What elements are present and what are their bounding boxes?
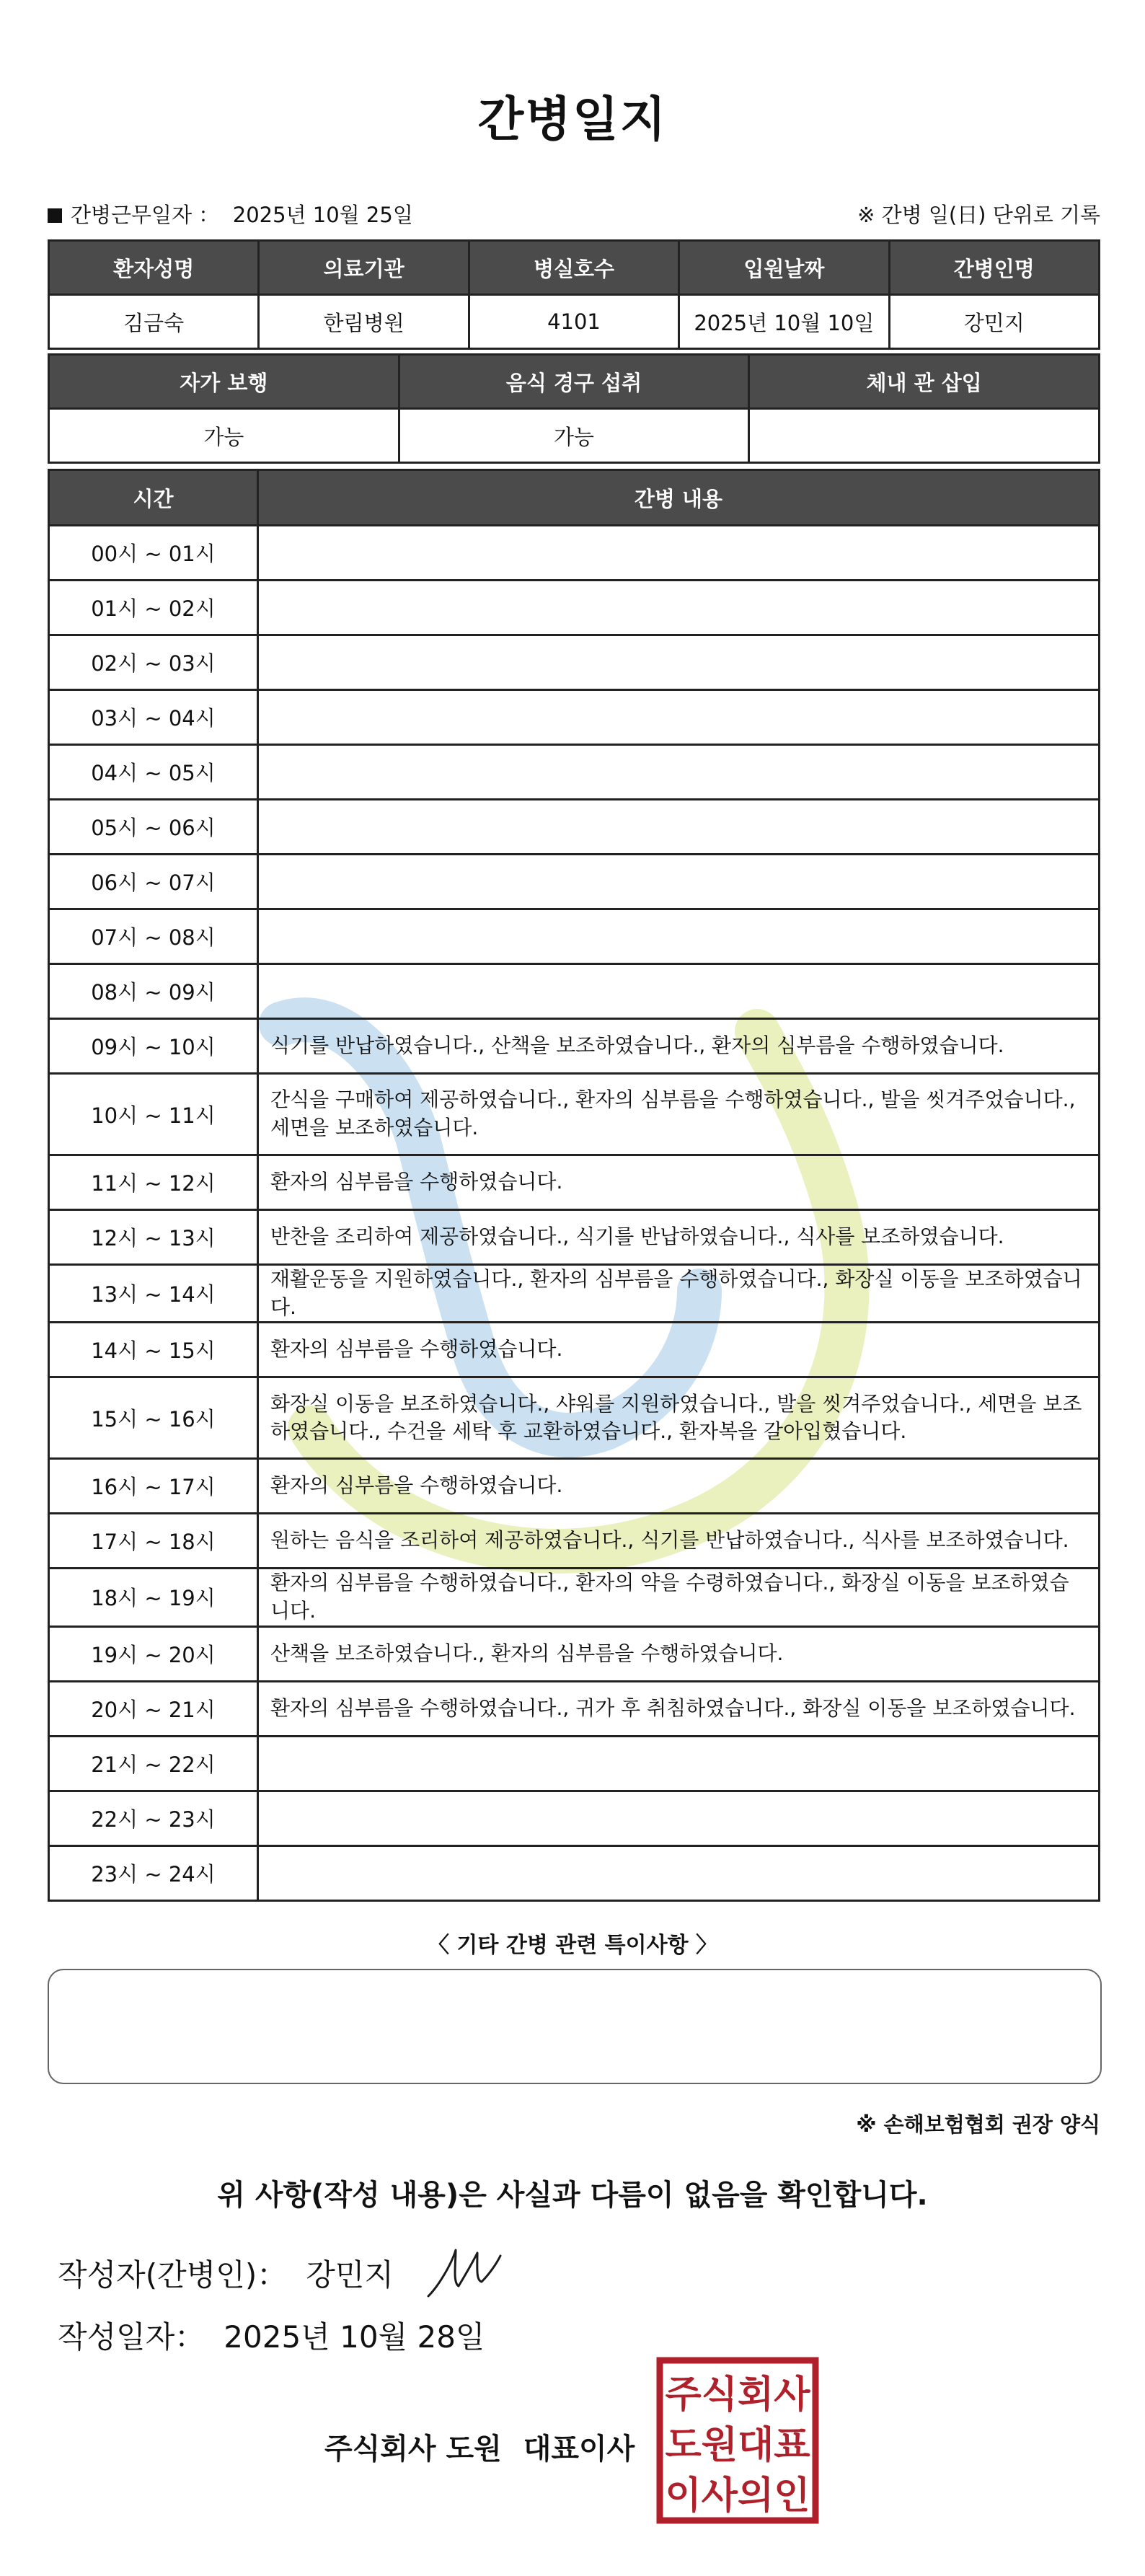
- care-content: 환자의 심부름을 수행하였습니다.: [258, 1155, 1100, 1210]
- table-row: [49, 1791, 1100, 1845]
- work-date-value: 2025년 10월 25일: [232, 203, 413, 227]
- table-row: [49, 745, 1100, 800]
- time-slot: 10시 ~ 11시: [49, 1074, 258, 1155]
- time-slot: 16시 ~ 17시: [49, 1459, 258, 1514]
- time-slot: 11시 ~ 12시: [49, 1155, 258, 1210]
- table-row: [49, 855, 1100, 909]
- header-caregiver: 간병인명: [889, 241, 1099, 295]
- time-slot: 15시 ~ 16시: [49, 1377, 258, 1459]
- patient-info-table: [48, 239, 1100, 350]
- header-patient-name: 환자성명: [49, 241, 259, 295]
- patient-info-value-row: [49, 295, 1100, 349]
- table-row: [49, 690, 1100, 745]
- record-note: ※ 간병 일(日) 단위로 기록: [857, 203, 1100, 227]
- care-content: [258, 800, 1100, 855]
- care-content: 원하는 음식을 조리하여 제공하였습니다., 식기를 반납하였습니다., 식사를 보조하였습니다.: [258, 1514, 1100, 1569]
- care-content: 화장실 이동을 보조하였습니다., 샤워를 지원하였습니다., 발을 씻겨주었습니다., 세면을 보조하였습니다., 수건을 세탁 후 교환하였습니다., 환자복을 갈아입혔습니다.: [258, 1377, 1100, 1459]
- admission-date: 2025년 10월 10일: [679, 295, 889, 349]
- caregiver-name: 강민지: [889, 295, 1099, 349]
- ability-header-row: [49, 355, 1100, 409]
- header-hospital: 의료기관: [259, 241, 469, 295]
- time-slot: 00시 ~ 01시: [49, 526, 258, 581]
- table-row: [49, 581, 1100, 635]
- work-date-label: 간병근무일자 ：: [71, 203, 220, 227]
- time-slot: 05시 ~ 06시: [49, 800, 258, 855]
- time-slot: 23시 ~ 24시: [49, 1845, 258, 1900]
- header-room: 병실호수: [469, 241, 678, 295]
- header-oral-intake: 음식 경구 섭취: [399, 355, 749, 409]
- care-content: 산책을 보조하였습니다., 환자의 심부름을 수행하였습니다.: [258, 1626, 1100, 1681]
- time-slot: 14시 ~ 15시: [49, 1323, 258, 1377]
- representative-title: 대표이사: [523, 2432, 635, 2466]
- oral-intake-value: 가능: [399, 409, 749, 463]
- care-log-header-row: [49, 470, 1100, 526]
- time-slot: 18시 ~ 19시: [49, 1569, 258, 1626]
- care-content: [258, 690, 1100, 745]
- care-content: [258, 745, 1100, 800]
- ability-value-row: [49, 409, 1100, 463]
- care-content: [258, 964, 1100, 1019]
- write-date-value: 2025년 10월 28일: [224, 2319, 485, 2355]
- care-content: [258, 909, 1100, 964]
- care-content: [258, 1845, 1100, 1900]
- company-seal-icon: [656, 2357, 819, 2524]
- special-notes-box: [48, 1969, 1102, 2084]
- self-walking-value: 가능: [49, 409, 399, 463]
- signature-icon: [424, 2243, 505, 2302]
- time-slot: 07시 ~ 08시: [49, 909, 258, 964]
- hospital-name: 한림병원: [259, 295, 469, 349]
- company-name: 주식회사 도원: [324, 2432, 502, 2466]
- writer-line: [58, 2251, 394, 2295]
- patient-info-header-row: [49, 241, 1100, 295]
- writer-label: 작성자(간병인)：: [58, 2257, 288, 2293]
- table-row: [49, 526, 1100, 581]
- table-row: [49, 909, 1100, 964]
- work-date: [48, 199, 413, 229]
- care-content: [258, 1736, 1100, 1791]
- time-slot: 12시 ~ 13시: [49, 1210, 258, 1265]
- tube-insertion-value: [749, 409, 1100, 463]
- table-row: [49, 1377, 1100, 1459]
- header-care-content: 간병 내용: [258, 470, 1100, 526]
- care-content: 재활운동을 지원하였습니다., 환자의 심부름을 수행하였습니다., 화장실 이동을 보조하였습니다.: [258, 1265, 1100, 1323]
- header-self-walking: 자가 보행: [49, 355, 399, 409]
- table-row: [49, 1459, 1100, 1514]
- seal-text-line: 이사의인: [665, 2474, 810, 2518]
- time-slot: 02시 ~ 03시: [49, 635, 258, 690]
- care-content: 환자의 심부름을 수행하였습니다.: [258, 1459, 1100, 1514]
- time-slot: 20시 ~ 21시: [49, 1681, 258, 1736]
- table-row: [49, 1019, 1100, 1074]
- time-slot: 21시 ~ 22시: [49, 1736, 258, 1791]
- care-content: [258, 581, 1100, 635]
- write-date-line: [58, 2313, 485, 2357]
- care-content: [258, 855, 1100, 909]
- table-row: [49, 1323, 1100, 1377]
- table-row: [49, 1514, 1100, 1569]
- table-row: [49, 1569, 1100, 1626]
- seal-text-line: 주식회사: [665, 2373, 810, 2417]
- recommend-note: ※ 손해보험협회 권장 양식: [856, 2112, 1100, 2137]
- time-slot: 09시 ~ 10시: [49, 1019, 258, 1074]
- special-notes-title: 〈 기타 간병 관련 특이사항 〉: [427, 1933, 718, 1958]
- table-row: [49, 1265, 1100, 1323]
- writer-name: 강민지: [306, 2257, 394, 2293]
- time-slot: 17시 ~ 18시: [49, 1514, 258, 1569]
- care-content: [258, 1791, 1100, 1845]
- table-row: [49, 1626, 1100, 1681]
- table-row: [49, 1681, 1100, 1736]
- care-log-table: [48, 469, 1100, 1902]
- care-content: [258, 635, 1100, 690]
- table-row: [49, 1845, 1100, 1900]
- table-row: [49, 1074, 1100, 1155]
- time-slot: 06시 ~ 07시: [49, 855, 258, 909]
- table-row: [49, 964, 1100, 1019]
- company-line: [324, 2426, 635, 2467]
- document-title: 간병일지: [477, 92, 668, 147]
- square-bullet-icon: [48, 208, 62, 223]
- header-tube-insertion: 체내 관 삽입: [749, 355, 1100, 409]
- time-slot: 19시 ~ 20시: [49, 1626, 258, 1681]
- table-row: [49, 635, 1100, 690]
- care-content: 반찬을 조리하여 제공하였습니다., 식기를 반납하였습니다., 식사를 보조하였습니다.: [258, 1210, 1100, 1265]
- patient-name: 김금숙: [49, 295, 259, 349]
- header-time: 시간: [49, 470, 258, 526]
- time-slot: 04시 ~ 05시: [49, 745, 258, 800]
- table-row: [49, 1736, 1100, 1791]
- care-content: 간식을 구매하여 제공하였습니다., 환자의 심부름을 수행하였습니다., 발을 씻겨주었습니다., 세면을 보조하였습니다.: [258, 1074, 1100, 1155]
- care-content: 환자의 심부름을 수행하였습니다., 귀가 후 취침하였습니다., 화장실 이동을 보조하였습니다.: [258, 1681, 1100, 1736]
- care-content: 환자의 심부름을 수행하였습니다., 환자의 약을 수령하였습니다., 화장실 이동을 보조하였습니다.: [258, 1569, 1100, 1626]
- confirmation-statement: 위 사항(작성 내용)은 사실과 다름이 없음을 확인합니다.: [217, 2179, 928, 2212]
- patient-ability-table: [48, 353, 1100, 464]
- room-number: 4101: [469, 295, 678, 349]
- seal-text-line: 도원대표: [665, 2424, 810, 2467]
- time-slot: 01시 ~ 02시: [49, 581, 258, 635]
- table-row: [49, 1155, 1100, 1210]
- time-slot: 13시 ~ 14시: [49, 1265, 258, 1323]
- care-content: [258, 526, 1100, 581]
- table-row: [49, 800, 1100, 855]
- header-admission-date: 입원날짜: [679, 241, 889, 295]
- time-slot: 03시 ~ 04시: [49, 690, 258, 745]
- time-slot: 08시 ~ 09시: [49, 964, 258, 1019]
- write-date-label: 작성일자：: [58, 2319, 205, 2355]
- time-slot: 22시 ~ 23시: [49, 1791, 258, 1845]
- care-content: 환자의 심부름을 수행하였습니다.: [258, 1323, 1100, 1377]
- care-content: 식기를 반납하였습니다., 산책을 보조하였습니다., 환자의 심부름을 수행하였습니다.: [258, 1019, 1100, 1074]
- table-row: [49, 1210, 1100, 1265]
